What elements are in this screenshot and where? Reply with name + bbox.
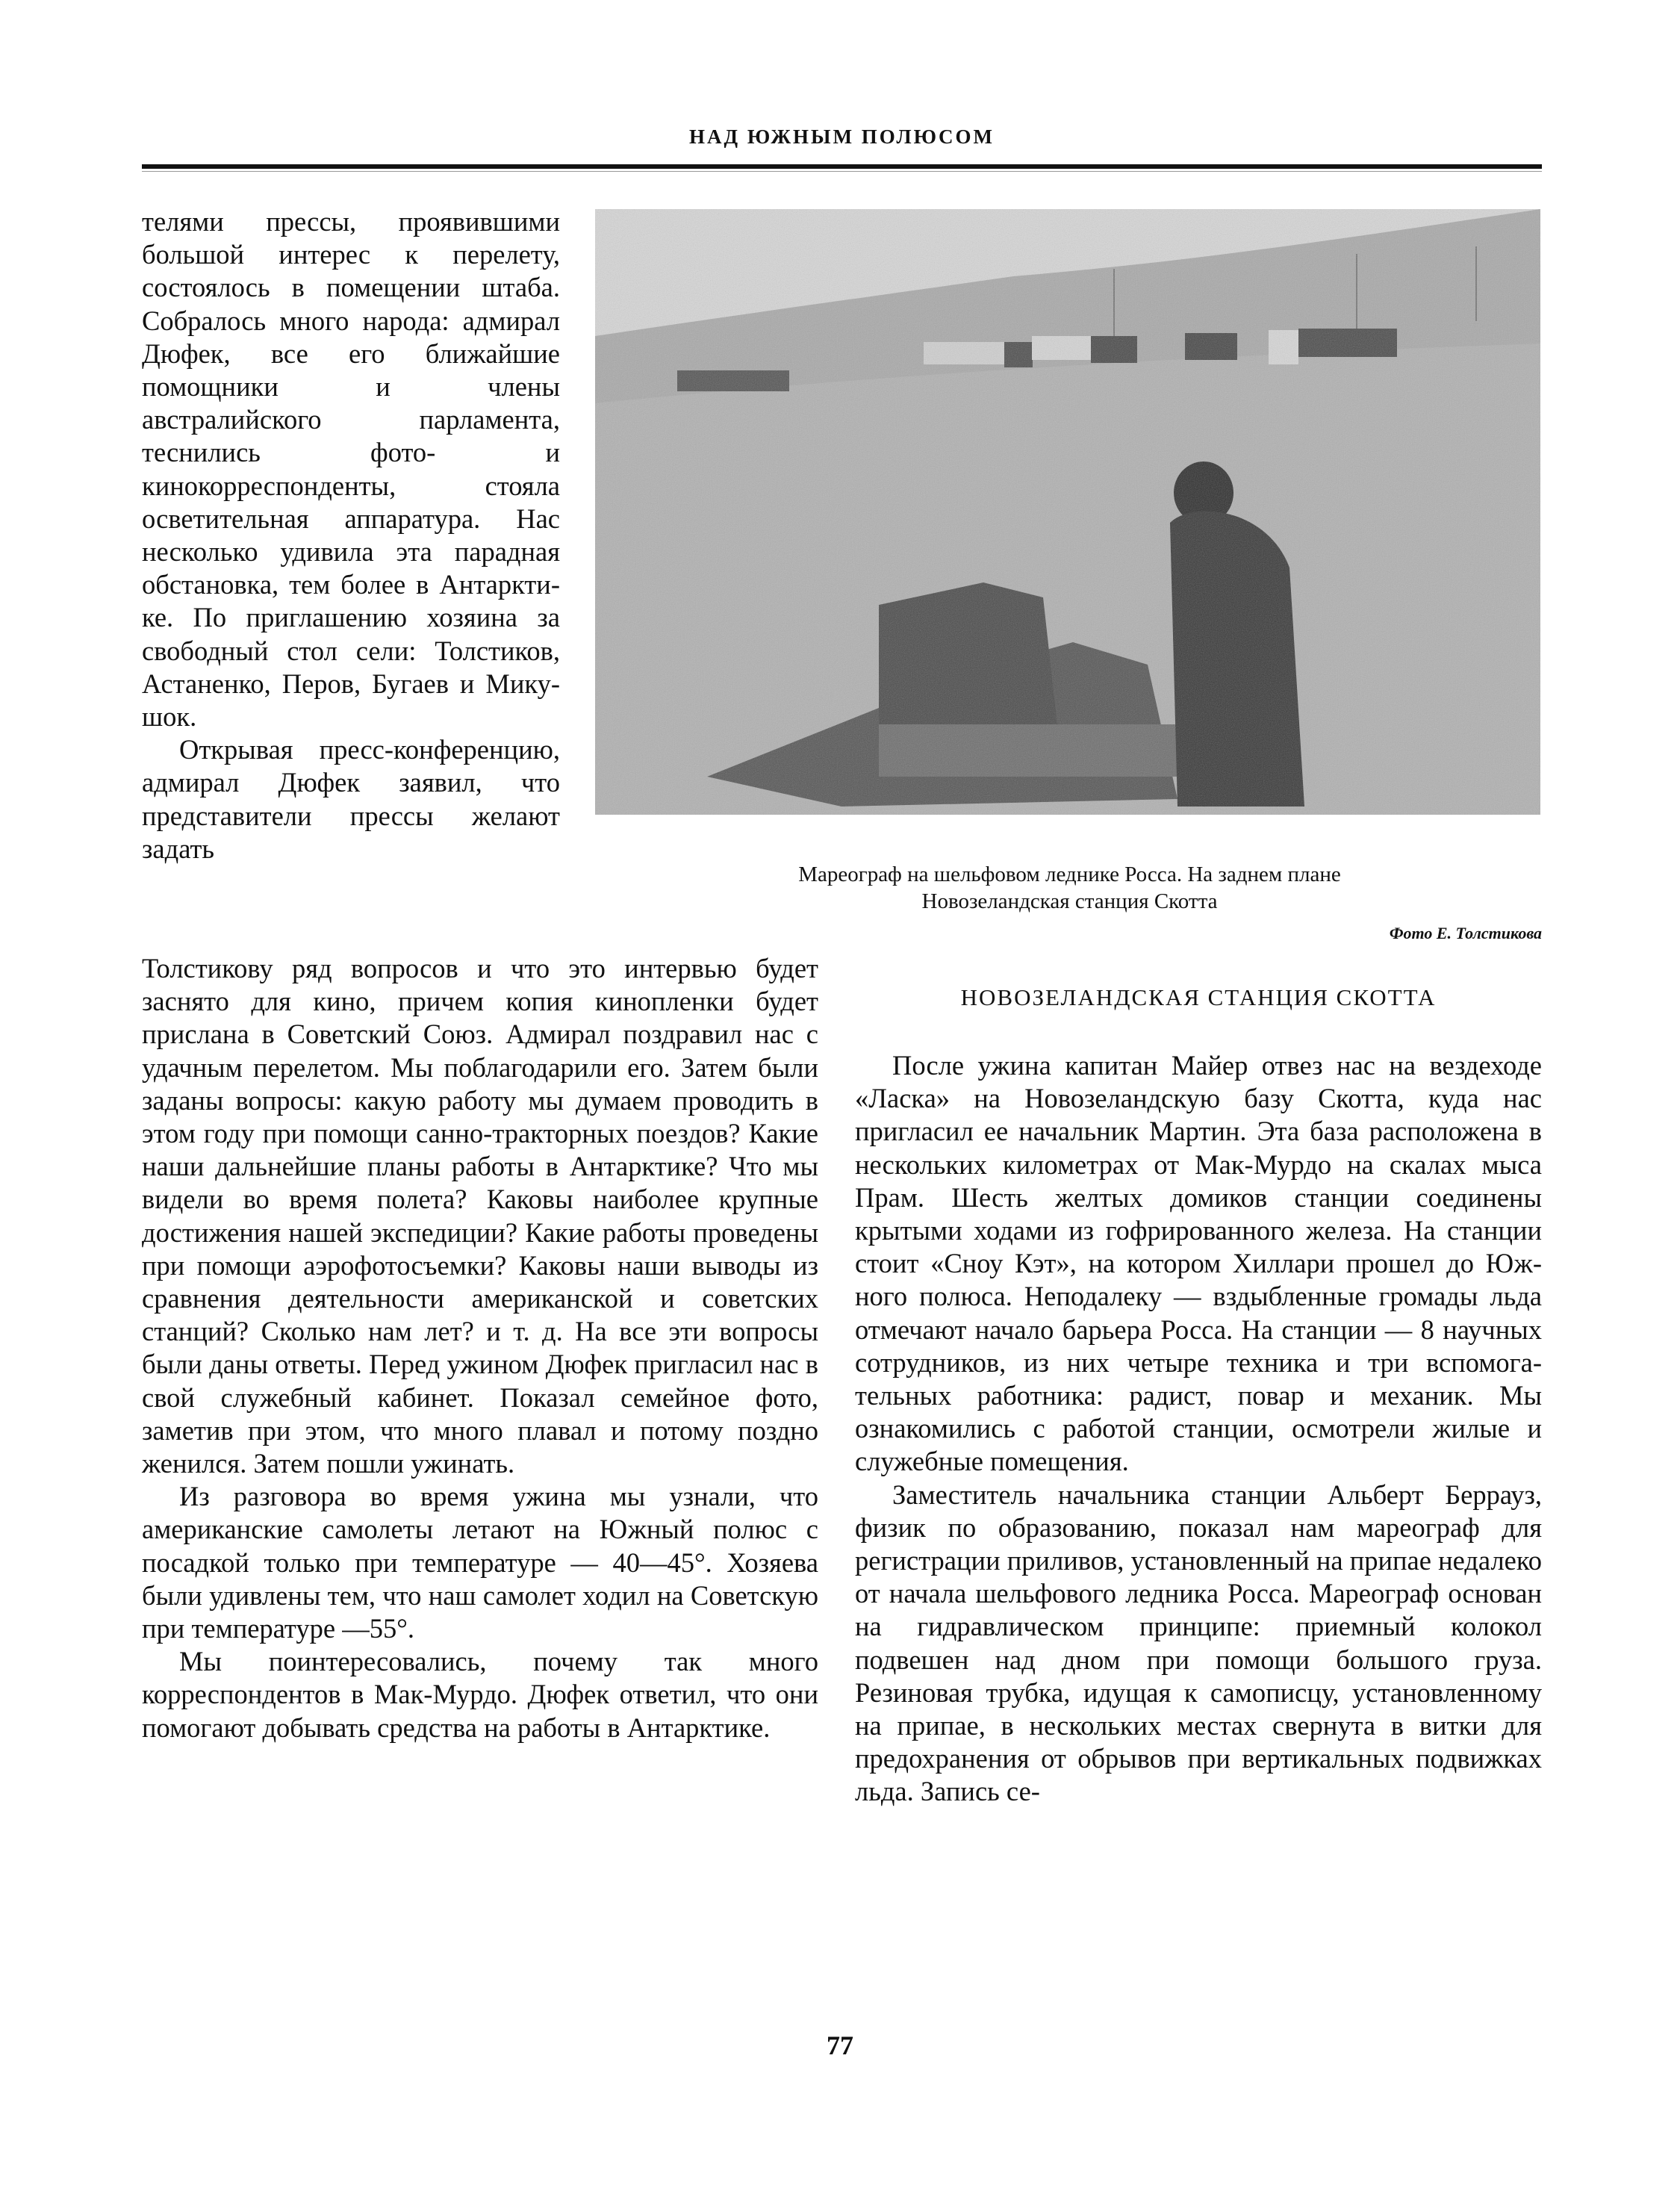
paragraph: Открывая пресс-конференцию, адмирал Дюфек заявил, что представители прессы желают задать <box>142 734 560 864</box>
paragraph: После ужина капитан Майер отвез нас на вездеходе «Ласка» на Новозеландскую базу Скотта, куда нас пригласил ее начальник Мартин. Эта база расположена в нескольких километрах от Мак-Мурдо на скалах мыса Прам. Шесть желтых домиков станции соединены крытыми ходами из гофрированного железа. На станции стоит «Сноу Кэт», на котором Хиллари прошел до Южного полюса. Неподалеку — вздыбленные громады льда отмечают начало барьера Росса. На станции — 8 научных сотрудников, из них четыре техника и три вспомогательных работника: радист, повар и механик. Мы ознакомились с работой станции, осмотрели жилые и служебные помещения. <box>855 1050 1542 1477</box>
paragraph: Из разговора во время ужина мы узнали, что американские самолеты летают на Южный полюс с посадкой только при температуре — 40—45°. Хозяева были удивлены тем, что наш самолет ходил на Советскую при температуре —55°. <box>142 1481 818 1644</box>
left-column-wide <box>142 952 818 1744</box>
header-rule <box>142 164 1542 169</box>
photo-caption <box>597 861 1542 915</box>
paragraph: Толстикову ряд вопросов и что это интервью будет заснято для кино, причем копия кинопленки будет прислана в Советский Союз. Адмирал поздравил нас с удачным перелетом. Мы поблагодарили его. Затем были заданы вопросы: какую работу мы думаем проводить в этом году при помощи санно-тракторных поездов? Какие наши дальнейшие планы работы в Антарктике? Что мы видели во время полета? Каковы наиболее крупные достижения нашей экспедиции? Какие работы проведены при помощи аэрофотосъемки? Каковы наши выводы из сравнения деятельности американской и советских станций? Сколько нам лет? и т. д. На все эти вопросы были даны ответы. Перед ужином Дюфек пригласил нас в свой служебный кабинет. Показал семейное фото, заметив при этом, что много плавал и потому поздно женился. Затем пошли ужинать. <box>142 953 818 1479</box>
paragraph: Заместитель начальника станции Альберт Беррауз, физик по образованию, показал нам мареограф для регистрации приливов, установленный на припае недалеко от начала шельфового ледника Росса. Мареограф основан на гидравлическом принципе: приемный колокол подвешен над дном при помощи большого груза. Резиновая трубка, идущая к самописцу, установленному на припае, в нескольких местах свернута в витки для предохранения от обрывов при вертикальных подвижках льда. Запись се- <box>855 1479 1542 1807</box>
photo-credit: Фото Е. Толстикова <box>1389 924 1542 942</box>
photo-image <box>595 209 1540 815</box>
running-title: НАД ЮЖНЫМ ПОЛЮСОМ <box>689 125 995 148</box>
caption-line-1: Мареограф на шельфовом леднике Росса. На заднем плане <box>798 863 1341 886</box>
paragraph: Мы поинтересовались, почему так много корреспондентов в Мак-Мурдо. Дюфек ответил, что они помогают добывать средства на работы в Антарктике. <box>142 1646 818 1743</box>
right-column <box>855 1049 1542 1809</box>
paragraph: телями прессы, проявившими большой интерес к перелету, состоялось в помещении штаба. Собралось много народа: адмирал Дюфек, все его ближайшие помощники и члены австралийского парламента, теснились фото- и кинокорреспонденты, стояла осветительная аппаратура. Нас несколько удивила эта парадная обстановка, тем более в Антарктике. По приглашению хозяина за свободный стол сели: Толстиков, Астаненко, Перов, Бугаев и Микушок. <box>142 206 560 733</box>
header-rule-thin <box>142 171 1542 172</box>
photo-tide-gauge <box>595 209 1540 815</box>
page-number: 77 <box>827 2030 853 2060</box>
caption-line-2: Новозеландская станция Скотта <box>921 889 1218 913</box>
left-column-narrow <box>142 205 560 865</box>
section-heading: НОВОЗЕЛАНДСКАЯ СТАНЦИЯ СКОТТА <box>960 984 1437 1010</box>
